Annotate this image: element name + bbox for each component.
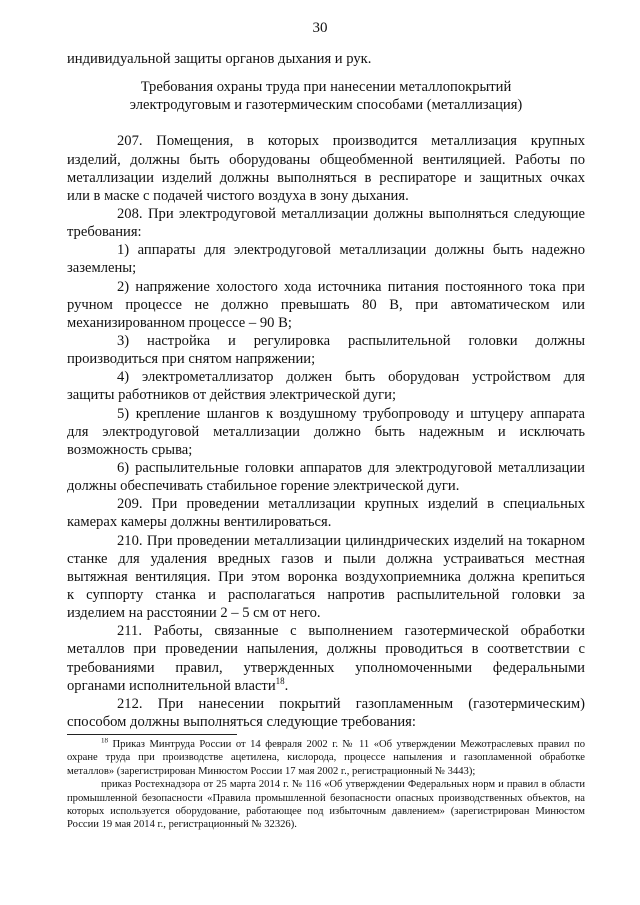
text-line: для электродуговой металлизации должно быть надежным и исключать [67,423,585,440]
text-line: к суппорту станка и располагаться напротив распылительной головки за [67,586,585,603]
text-line: вытяжная вентиляция. При этом воронка воздухоприемника должна крепиться [67,568,585,585]
text-line: ручном процессе не должно превышать 80 В, при автоматическом или [67,296,585,313]
text-line: возможность срыва; [67,441,193,458]
text-line: 209. При проведении металлизации крупных изделий в специальных [117,496,585,513]
text-line: электродуговым и газотермическим способами (металлизация) [129,97,523,114]
text-line: 6) распылительные головки аппаратов для электродуговой металлизации [117,459,585,476]
text-line: способом должны выполняться следующие требования: [67,713,416,730]
text-line [67,677,585,695]
text-line: требования: [67,224,142,241]
text-line: 211. Работы, связанные с выполнением газотермической обработки [117,623,585,640]
text-line: требованиями правил, утвержденных уполномоченными федеральными [67,659,585,676]
footnote-line [67,738,585,751]
text-line: камерах камеры должны вентилироваться. [67,514,332,531]
text-line: или в маске с подачей чистого воздуха в зону дыхания. [67,187,409,204]
footnote-line: промышленной безопасности «Правила промышленной безопасности опасных производственных объектов, на [67,792,585,804]
footnote-line: металлов» (зарегистрирован Минюстом России 17 мая 2002 г., регистрационный № 3443); [67,765,476,777]
text-line: изделий, должны быть оборудованы общеобменной вентиляцией. Работы по [67,151,585,168]
text-line [67,68,585,78]
text-line: 207. Помещения, в которых производится металлизация крупных [117,133,585,150]
text-line: 4) электрометаллизатор должен быть оборудован устройством для [117,369,585,386]
footnote-line: охране труда при производстве ацетилена, кислорода, процессе напыления и газопламенной обработке [67,752,585,764]
text-line: 5) крепление шлангов к воздушному трубопроводу и штуцеру аппарата [117,405,585,422]
text-line: металлов при проведении напыления, должны проводиться в соответствии с [67,641,585,658]
text-line: должны обеспечивать стабильное горение электрической дуги. [67,478,460,495]
text-line: 2) напряжение холостого хода источника питания постоянного тока при [117,278,585,295]
text-run: Приказ Минтруда России от 14 февраля 2002 г. № 11 «Об утверждении Межотраслевых правил по [108,739,585,750]
text-line: механизированном процессе – 90 В; [67,314,292,331]
text-line: 3) настройка и регулировка распылительной головки должны [117,332,585,349]
footnote-divider [67,734,237,735]
text-run: органами исполнительной власти [67,677,276,694]
text-line: 208. При электродуговой металлизации должны выполняться следующие [117,205,585,222]
text-line: производиться при снятом напряжении; [67,351,316,368]
text-line: станке для удаления вредных газов и пыли должна устраиваться местная [67,550,585,567]
footnote-line: которых используется оборудование, работающее под избыточным давлением» (зарегистрирован Минюстом [67,805,585,817]
text-line: 212. При нанесении покрытий газопламенным (газотермическим) [117,695,585,712]
text-line: защиты работников от действия электрической дуги; [67,387,397,404]
text-line [67,114,585,132]
text-line: Требования охраны труда при нанесении металлопокрытий [140,79,512,96]
text-line: индивидуальной защиты органов дыхания и рук. [67,51,372,67]
text-run: . [284,677,289,694]
document-body [67,50,585,731]
footnotes [67,738,585,832]
footnote-line: приказ Ростехнадзора от 25 марта 2014 г. № 116 «Об утверждении Федеральных норм и правил в области [101,779,585,791]
text-line: изделием на расстоянии 2 – 5 см от него. [67,605,321,622]
footnote-marker: 18 [101,738,108,745]
footnote-ref: 18 [275,676,285,686]
footnote-line: России 19 мая 2014 г., регистрационный № 32326). [67,819,297,831]
text-line: металлизации изделий должны выполняться в респираторе и защитных очках [67,169,585,186]
text-line: 1) аппараты для электродуговой металлизации должны быть надежно [117,242,585,259]
page-number: 30 [312,20,328,36]
text-line: 210. При проведении металлизации цилиндрических изделий на токарном [117,532,585,549]
text-line: заземлены; [67,260,137,277]
